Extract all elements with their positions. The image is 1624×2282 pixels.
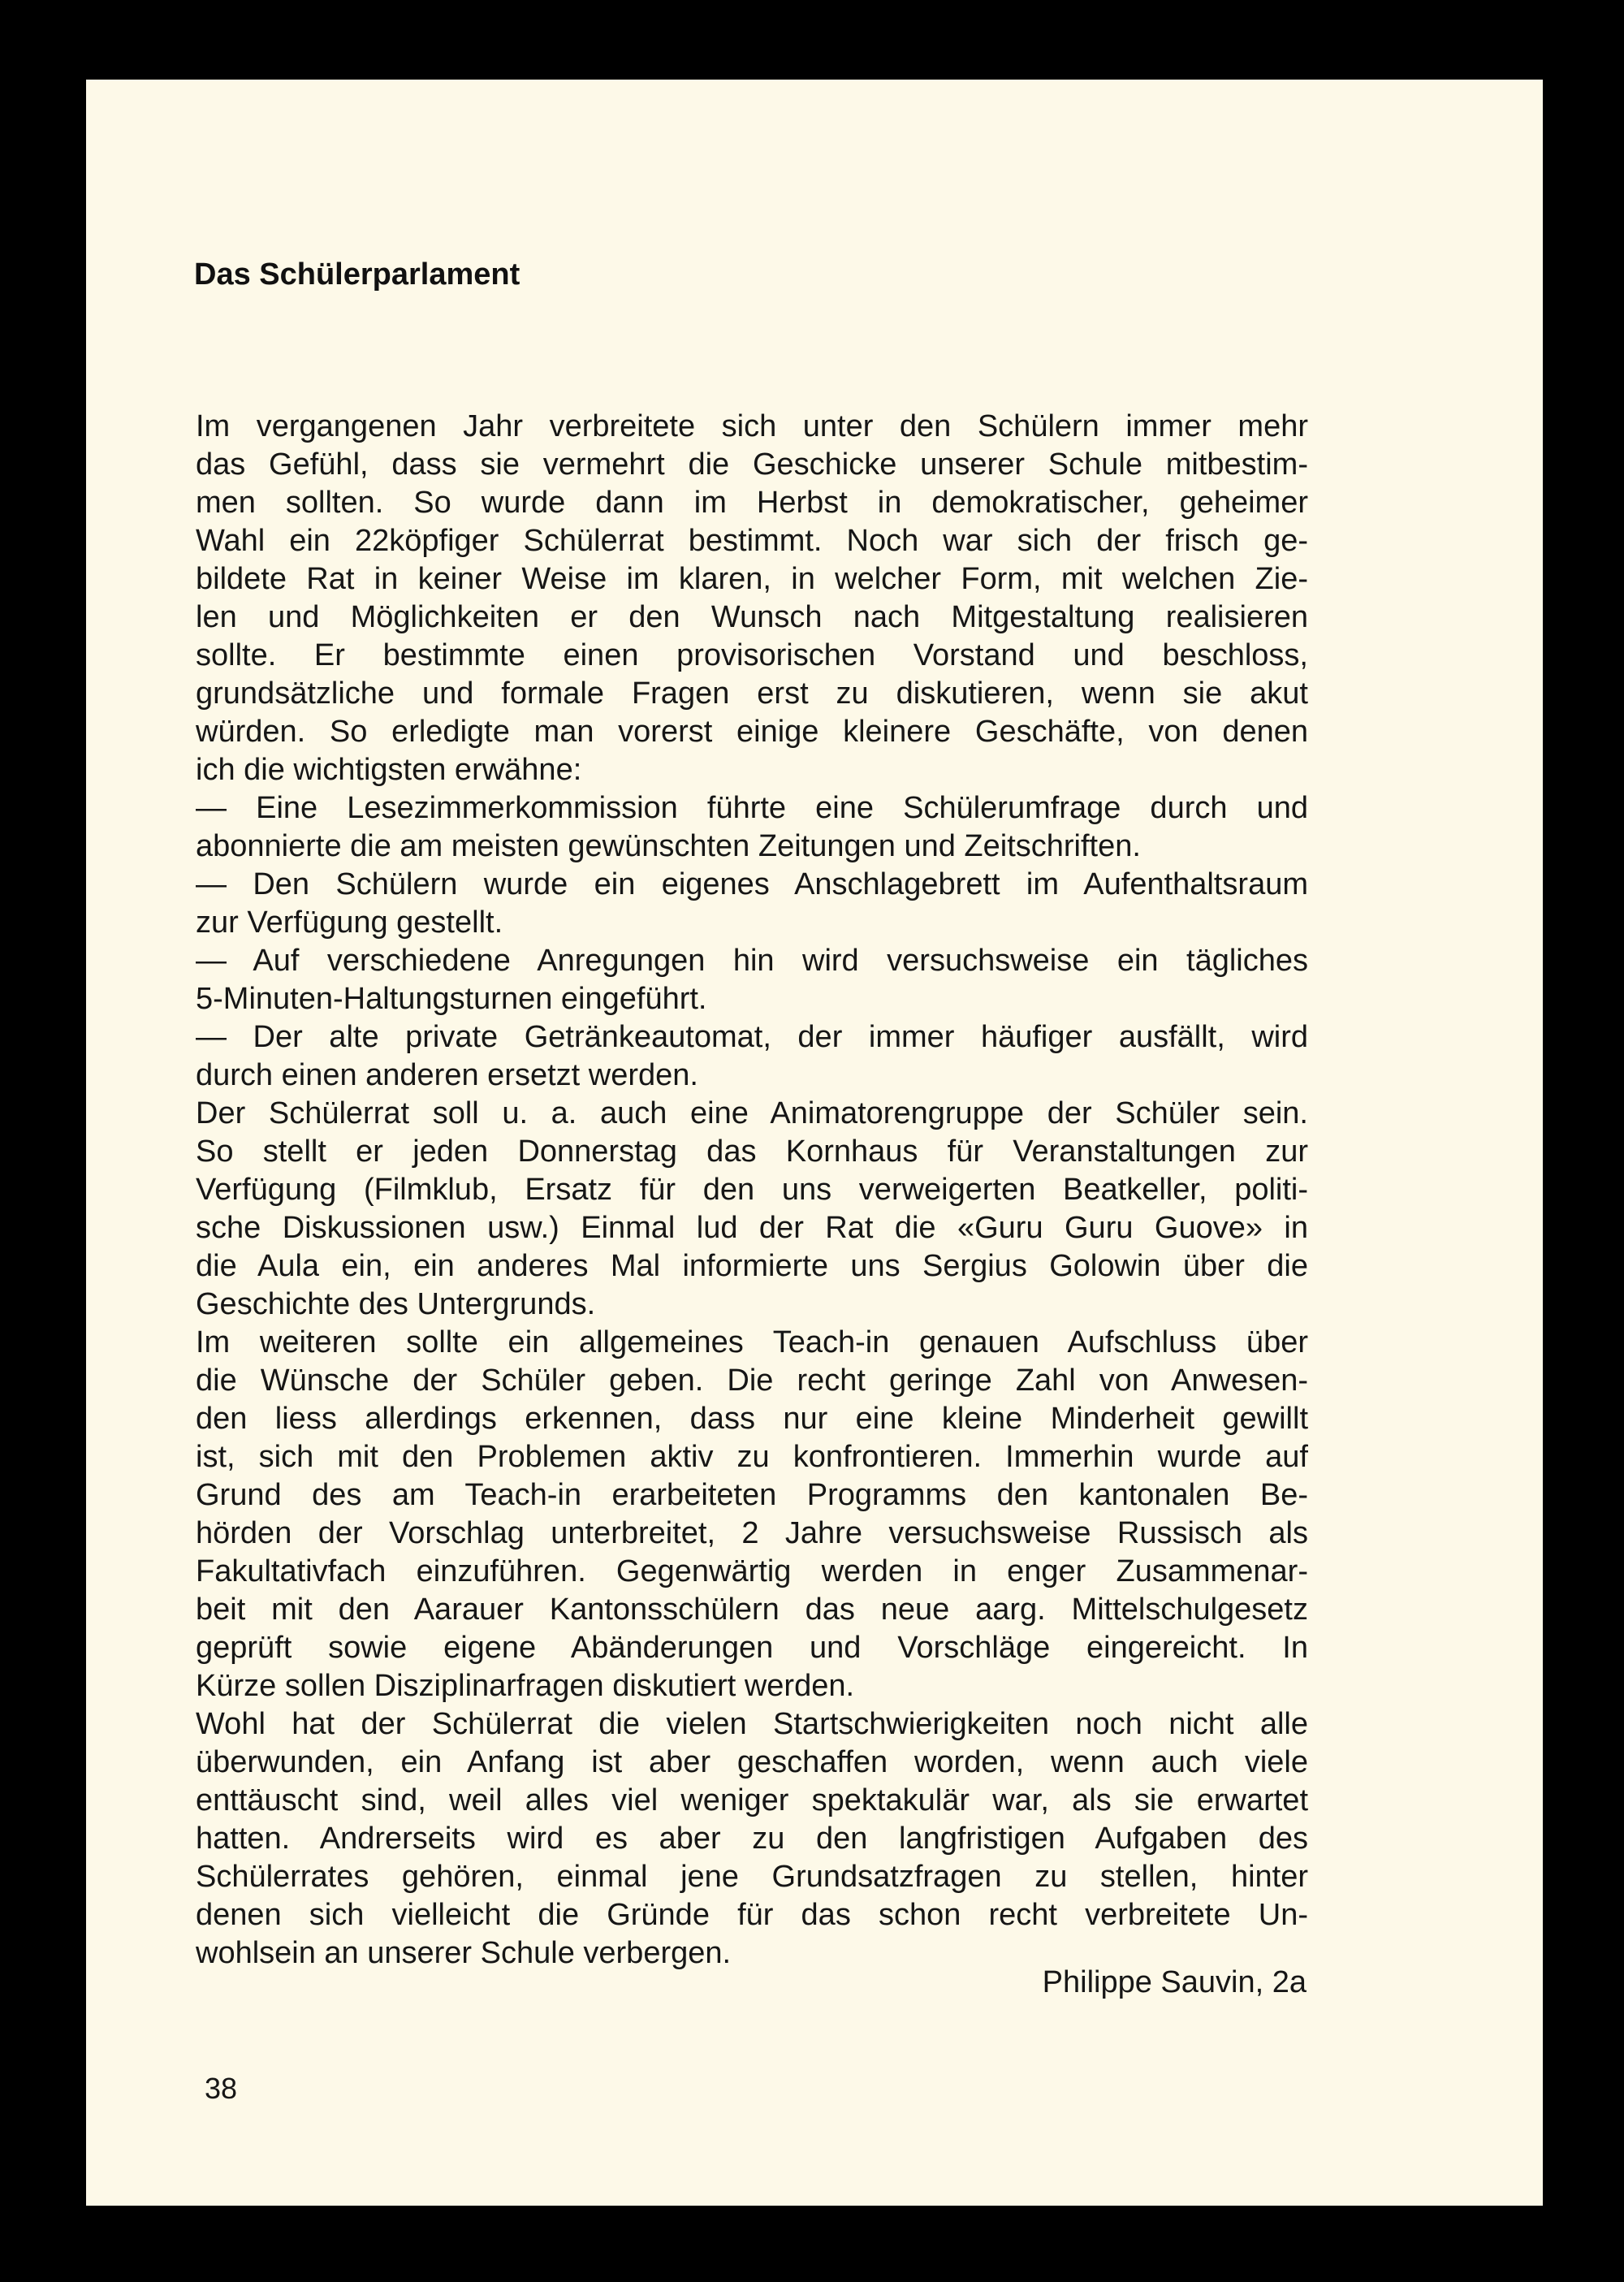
- text-line: Fakultativfach einzuführen. Gegenwärtig werden in enger Zusammenar-: [196, 1554, 1308, 1588]
- text-line: beit mit den Aarauer Kantonsschülern das neue aarg. Mittelschulgesetz: [196, 1593, 1308, 1627]
- text-line: die Wünsche der Schüler geben. Die recht geringe Zahl von Anwesen-: [196, 1364, 1308, 1398]
- text-line: sche Diskussionen usw.) Einmal lud der Rat die «Guru Guru Guove» in: [196, 1211, 1308, 1245]
- text-line: das Gefühl, dass sie vermehrt die Geschicke unserer Schule mitbestim-: [196, 447, 1308, 482]
- text-line: So stellt er jeden Donnerstag das Kornhaus für Veranstaltungen zur: [196, 1135, 1308, 1169]
- text-line: bildete Rat in keiner Weise im klaren, in welcher Form, mit welchen Zie-: [196, 562, 1308, 596]
- page-title: Das Schülerparlament: [194, 257, 520, 292]
- text-line: Geschichte des Untergrunds.: [196, 1287, 596, 1321]
- text-line: — Auf verschiedene Anregungen hin wird versuchsweise ein tägliches: [196, 944, 1308, 978]
- text-line: denen sich vielleicht die Gründe für das schon recht verbreitete Un-: [196, 1898, 1308, 1932]
- text-line: sollte. Er bestimmte einen provisorischen Vorstand und beschloss,: [196, 638, 1308, 672]
- page-number: 38: [205, 2072, 238, 2105]
- text-line: hatten. Andrerseits wird es aber zu den langfristigen Aufgaben des: [196, 1822, 1308, 1856]
- text-line: — Eine Lesezimmerkommission führte eine Schülerumfrage durch und: [196, 791, 1308, 825]
- article-body: [196, 408, 1308, 1973]
- document-page: [86, 80, 1543, 2206]
- text-line: grundsätzliche und formale Fragen erst zu diskutieren, wenn sie akut: [196, 676, 1308, 711]
- text-line: Wohl hat der Schülerrat die vielen Startschwierigkeiten noch nicht alle: [196, 1707, 1308, 1741]
- text-line: geprüft sowie eigene Abänderungen und Vorschläge eingereicht. In: [196, 1631, 1308, 1665]
- text-line: — Den Schülern wurde ein eigenes Anschlagebrett im Aufenthaltsraum: [196, 867, 1308, 901]
- text-line: Grund des am Teach-in erarbeiteten Programms den kantonalen Be-: [196, 1478, 1308, 1512]
- text-line: abonnierte die am meisten gewünschten Zeitungen und Zeitschriften.: [196, 829, 1141, 863]
- text-line: len und Möglichkeiten er den Wunsch nach Mitgestaltung realisieren: [196, 600, 1308, 634]
- text-line: Wahl ein 22köpfiger Schülerrat bestimmt. Noch war sich der frisch ge-: [196, 524, 1308, 558]
- text-line: men sollten. So wurde dann im Herbst in demokratischer, geheimer: [196, 486, 1308, 520]
- text-line: enttäuscht sind, weil alles viel weniger spektakulär war, als sie erwartet: [196, 1783, 1308, 1817]
- text-line: überwunden, ein Anfang ist aber geschaffen worden, wenn auch viele: [196, 1745, 1308, 1779]
- text-line: Verfügung (Filmklub, Ersatz für den uns verweigerten Beatkeller, politi-: [196, 1173, 1308, 1207]
- author-signature: Philippe Sauvin, 2a: [1042, 1965, 1307, 1999]
- text-line: wohlsein an unserer Schule verbergen.: [196, 1936, 732, 1970]
- text-line: durch einen anderen ersetzt werden.: [196, 1058, 698, 1092]
- text-line: ich die wichtigsten erwähne:: [196, 753, 582, 787]
- text-line: ist, sich mit den Problemen aktiv zu konfrontieren. Immerhin wurde auf: [196, 1440, 1308, 1474]
- text-line: Im weiteren sollte ein allgemeines Teach-in genauen Aufschluss über: [196, 1325, 1308, 1359]
- text-line: Schülerrates gehören, einmal jene Grundsatzfragen zu stellen, hinter: [196, 1860, 1308, 1894]
- text-line: hörden der Vorschlag unterbreitet, 2 Jahre versuchsweise Russisch als: [196, 1516, 1308, 1550]
- text-line: zur Verfügung gestellt.: [196, 905, 503, 940]
- text-line: 5-Minuten-Haltungsturnen eingeführt.: [196, 982, 707, 1016]
- text-line: die Aula ein, ein anderes Mal informierte uns Sergius Golowin über die: [196, 1249, 1308, 1283]
- text-line: Kürze sollen Disziplinarfragen diskutiert werden.: [196, 1669, 855, 1703]
- text-line: — Der alte private Getränkeautomat, der immer häufiger ausfällt, wird: [196, 1020, 1308, 1054]
- text-line: Im vergangenen Jahr verbreitete sich unter den Schülern immer mehr: [196, 409, 1308, 443]
- text-line: den liess allerdings erkennen, dass nur eine kleine Minderheit gewillt: [196, 1402, 1308, 1436]
- text-line: würden. So erledigte man vorerst einige kleinere Geschäfte, von denen: [196, 715, 1308, 749]
- text-line: Der Schülerrat soll u. a. auch eine Animatorengruppe der Schüler sein.: [196, 1096, 1308, 1130]
